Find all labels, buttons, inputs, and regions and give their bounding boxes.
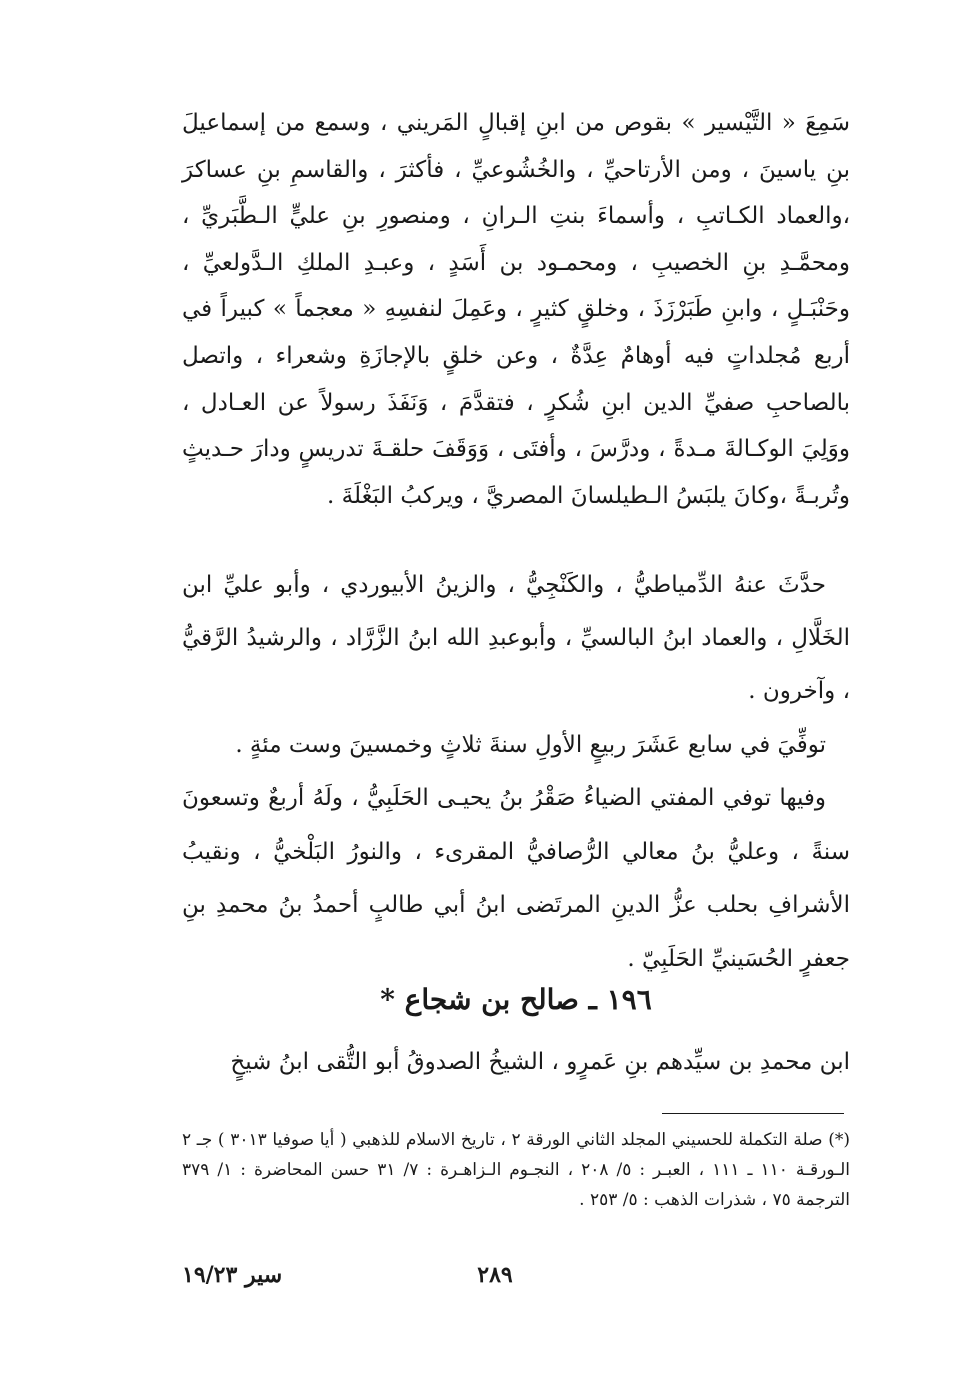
printer-signature: سير ١٩/٢٣ — [182, 1262, 283, 1288]
paragraph-biography-start: ابن محمدِ بن سيِّدهم بنِ عَمرٍو ، الشيخُ الصدوقُ أبو التُّقى ابنُ شيخٍ — [230, 1049, 850, 1075]
page-number: ٢٨٩ — [477, 1262, 513, 1288]
paragraph-students: حدَّثَ عنهُ الدِّمياطيُّ ، والكَنْجِيُّ ، والزينُ الأبيوردي ، وأبو عليِّ ابن الخَلَّالِ ، والعماد ابنُ البالسيِّ ، وأبوعبدِ الله ابنُ الزَّرَّاد ، والرشيدُ الرَّقيُّ ، وآخرون . — [182, 572, 850, 704]
footnote-divider — [662, 1113, 844, 1114]
footnote: (*) صلة التكملة للحسيني المجلد الثاني الورقة ٢ ، تاريخ الاسلام للذهبي ( أيا صوفيا ٣٠١٣ ) جـ ٢ الـورقـة ١١٠ ـ ١١١ ، العبـر : ٥/ ٢٠٨ ، النجـوم الـزاهـرة : ٧/ ٣١ حسن المحاضرة : ١/ ٣٧٩ الترجمة ٧٥ ، شذرات الذهب : ٥/ ٢٥٣ . — [182, 1130, 851, 1210]
paragraph-deaths-that-year: وفيها توفي المفتي الضياءُ صَقْرُ بنُ يحيـى الحَلَبِيُّ ، ولَهُ أربعٌ وتسعونَ سنةً ، وعليُّ بنُ معالي الرُّصافيُّ المقرىء ، والنورُ البَلْخيُّ ، ونقيبُ الأشرافِ بحلب عزُّ الدينِ المرتَضى ابنُ أبي طالبٍ أحمدُ بنُ محمدِ بنِ جعفرٍ الحُسَينيِّ الحَلَبِيّ . — [182, 785, 850, 972]
paragraph-teachers: سَمِعَ « التَّيْسير » بقوص من ابنِ إقبالٍ المَريني ، وسمع من إسماعيلَ بنِ ياسينَ ، ومن الأرتاحيِّ ، والخُشُوعيِّ ، فأكثرَ ، والقاسمِ بنِ عساكرَ ،والعماد الكـاتبِ ، وأسماءَ بنتِ الـرانِ ، ومنصورِ بنِ عليٍّ الـطَّبَريِّ ، ومحمَّـدِ بنِ الخصيبِ ، ومحمـود بن أَسَدٍ ، وعبـدِ الملكِ الـدَّولعيِّ ، وحَنْبَـلٍ ، وابنِ طَبَرْزَذَ ، وخلقٍ كثيرٍ ، وعَمِلَ لنفسِهِ « معجماً » كبيراً في أربع مُجلداتٍ فيه أوهامٌ عِدَّةٌ ، وعن خلقٍ بالإجازَةِ وشعراء ، واتصل بالصاحبِ صفيِّ الدين ابنِ شُكرٍ ، فتقدَّمَ ، وَنَفَذَ رسولاً عن العـادل ، ووَلِيَ الوكـالةَ مـدةً ، ودرَّسَ ، وأفتَى ، وَوَقَفَ حلقـةَ تدريسٍ ودارَ حـديثٍ وتُربـةً ،وكانَ يلبَسُ الـطيلسانَ المصريَّ ، ويركبُ البَغْلَةَ . — [182, 110, 850, 509]
biography-heading: ١٩٦ ـ صالح بن شجاع * — [380, 983, 652, 1016]
paragraph-death-date: توفِّيَ في سابع عَشَرَ ربيعٍ الأولِ سنةَ ثلاثٍ وخمسينَ وست مئةٍ . — [235, 732, 826, 758]
